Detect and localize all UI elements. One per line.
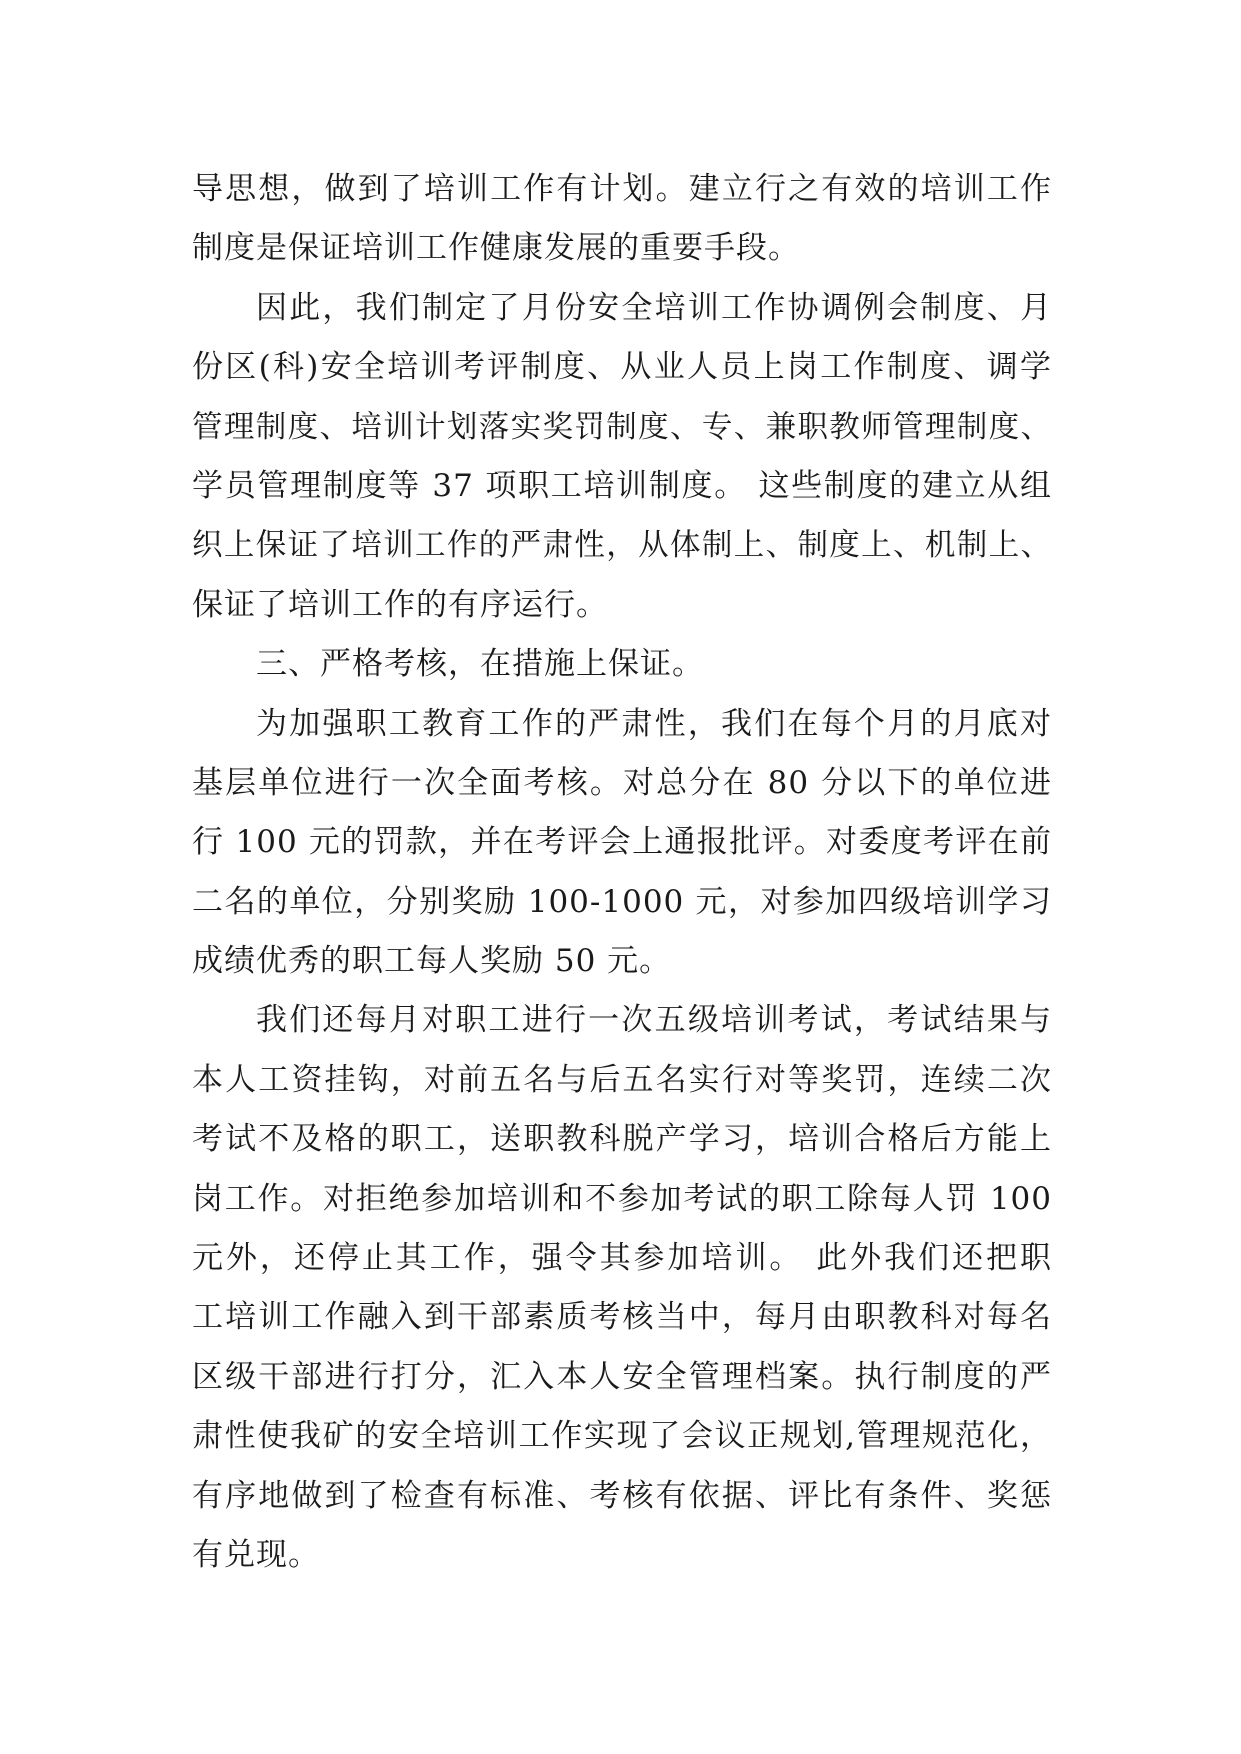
- text-line: 织上保证了培训工作的严肃性，从体制上、制度上、机制上、: [192, 528, 1052, 564]
- text-line: 区级干部进行打分，汇入本人安全管理档案。执行制度的严: [192, 1358, 1052, 1395]
- text-line: 我们还每月对职工进行一次五级培训考试，考试结果与: [256, 1002, 1052, 1039]
- text-line: 学员管理制度等 37 项职工培训制度。 这些制度的建立从组: [192, 467, 1052, 504]
- text-line: 导思想，做到了培训工作有计划。建立行之有效的培训工作: [192, 171, 1052, 207]
- text-line: 工培训工作融入到干部素质考核当中，每月由职教科对每名: [192, 1299, 1052, 1336]
- text-line: 为加强职工教育工作的严肃性，我们在每个月的月底对: [256, 705, 1052, 742]
- text-line: 份区(科)安全培训考评制度、从业人员上岗工作制度、调学: [192, 349, 1052, 386]
- text-line: 成绩优秀的职工每人奖励 50 元。: [192, 943, 672, 980]
- body-text: [192, 160, 1052, 1585]
- text-line: 岗工作。对拒绝参加培训和不参加考试的职工除每人罚 100: [192, 1180, 1052, 1217]
- text-line: 本人工资挂钩，对前五名与后五名实行对等奖罚，连续二次: [192, 1061, 1052, 1098]
- text-line: 管理制度、培训计划落实奖罚制度、专、兼职教师管理制度、: [192, 409, 1052, 445]
- text-line: 有序地做到了检查有标准、考核有依据、评比有条件、奖惩: [192, 1477, 1052, 1514]
- text-line: 考试不及格的职工，送职教科脱产学习，培训合格后方能上: [192, 1121, 1052, 1158]
- text-line: 有兑现。: [192, 1536, 320, 1573]
- text-line: 保证了培训工作的有序运行。: [192, 586, 608, 623]
- text-line: 行 100 元的罚款，并在考评会上通报批评。对委度考评在前: [192, 824, 1052, 861]
- text-line: 基层单位进行一次全面考核。对总分在 80 分以下的单位进: [192, 764, 1052, 801]
- text-line: 制度是保证培训工作健康发展的重要手段。: [192, 230, 800, 267]
- text-line: 二名的单位，分别奖励 100-1000 元，对参加四级培训学习: [192, 883, 1052, 920]
- text-line: 元外，还停止其工作，强令其参加培训。 此外我们还把职: [192, 1240, 1052, 1277]
- text-line: 三、严格考核，在措施上保证。: [256, 646, 704, 683]
- text-line: 肃性使我矿的安全培训工作实现了会议正规划,管理规范化，: [192, 1418, 1052, 1455]
- text-line: 因此，我们制定了月份安全培训工作协调例会制度、月: [256, 289, 1052, 326]
